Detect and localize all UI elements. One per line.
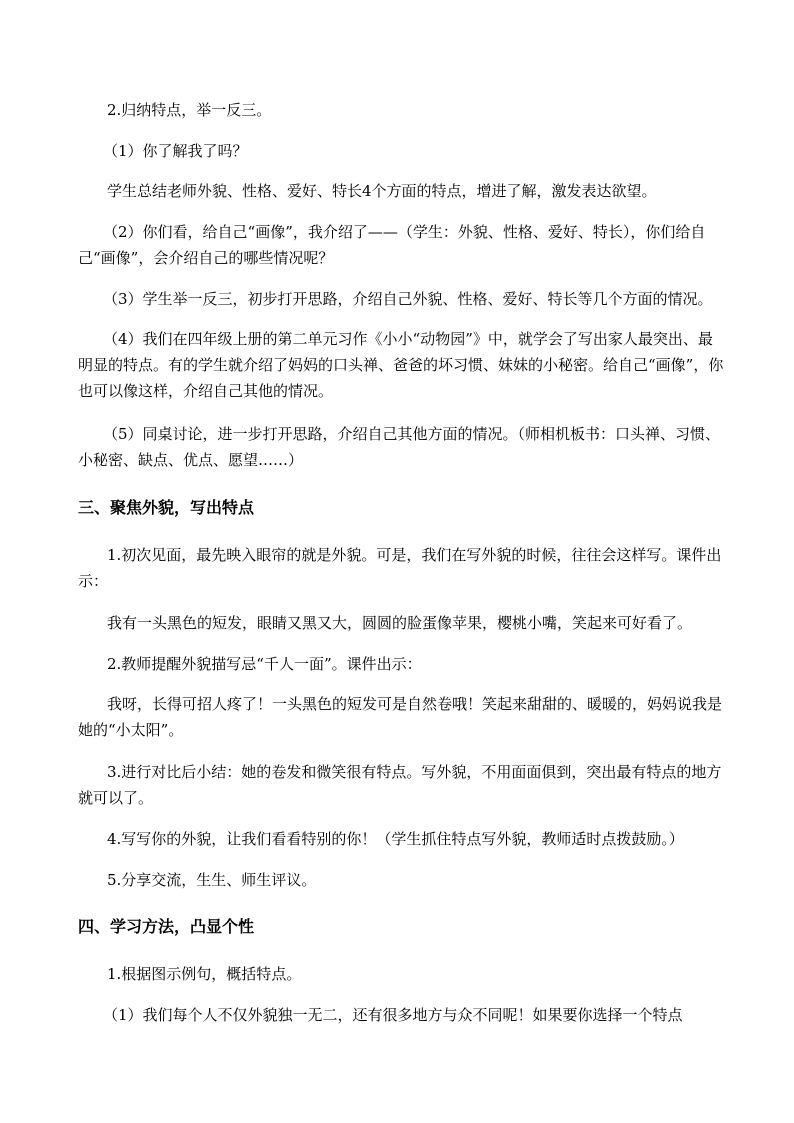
paragraph-step-3-2: 2.教师提醒外貌描写忌“千人一面”。课件出示： — [107, 655, 422, 673]
paragraph-question-2: （2）你们看，给自己“画像”，我介绍了——（学生：外貌、性格、爱好、特长），你们给自己“画像”，会介绍自己的哪些情况呢？ — [78, 223, 706, 267]
paragraph-step-4-1: 1.根据图示例句，概括特点。 — [107, 965, 302, 983]
section-heading-4: 四、学习方法，凸显个性 — [78, 917, 255, 936]
paragraph-step-2: 2.归纳特点，举一反三。 — [107, 101, 272, 119]
paragraph-question-1: （1）你了解我了吗？ — [103, 142, 248, 160]
paragraph-step-3-4: 4.写写你的外貌，让我们看看特别的你！（学生抓住特点写外貌，教师适时点拨鼓励。） — [107, 830, 684, 848]
paragraph-summary: 学生总结老师外貌、性格、爱好、特长4个方面的特点，增进了解，激发表达欲望。 — [107, 182, 657, 200]
paragraph-question-4: （4）我们在四年级上册的第二单元习作《小小“动物园”》中，就学会了写出家人最突出、最明显的特点。有的学生就介绍了妈妈的口头禅、爸爸的坏习惯、妹妹的小秘密。给自己“画像”，你也可以像这样，介绍自己其他的情况。 — [78, 330, 724, 400]
paragraph-step-3-1: 1.初次见面，最先映入眼帘的就是外貌。可是，我们在写外貌的时候，往往会这样写。课件出示： — [78, 546, 722, 590]
paragraph-example-vivid: 我呀，长得可招人疼了！一头黑色的短发可是自然卷哦！笑起来甜甜的、暖暖的，妈妈说我是她的“小太阳”。 — [78, 695, 723, 739]
paragraph-question-5: （5）同桌讨论，进一步打开思路，介绍自己其他方面的情况。（师相机板书：口头禅、习惯、小秘密、缺点、优点、愿望……） — [78, 425, 721, 469]
paragraph-question-3: （3）学生举一反三，初步打开思路，介绍自己外貌、性格、爱好、特长等几个方面的情况。 — [103, 290, 713, 308]
paragraph-step-4-1-question: （1）我们每个人不仅外貌独一无二，还有很多地方与众不同呢！如果要你选择一个特点 — [103, 1006, 683, 1024]
section-heading-3: 三、聚焦外貌，写出特点 — [78, 498, 255, 517]
paragraph-example-plain: 我有一头黑色的短发，眼睛又黑又大，圆圆的脸蛋像苹果，樱桃小嘴，笑起来可好看了。 — [107, 614, 693, 632]
paragraph-step-3-5: 5.分享交流，生生、师生评议。 — [107, 871, 317, 889]
paragraph-step-3-3: 3.进行对比后小结：她的卷发和微笑很有特点。写外貌，不用面面俱到，突出最有特点的地方就可以了。 — [78, 763, 722, 807]
